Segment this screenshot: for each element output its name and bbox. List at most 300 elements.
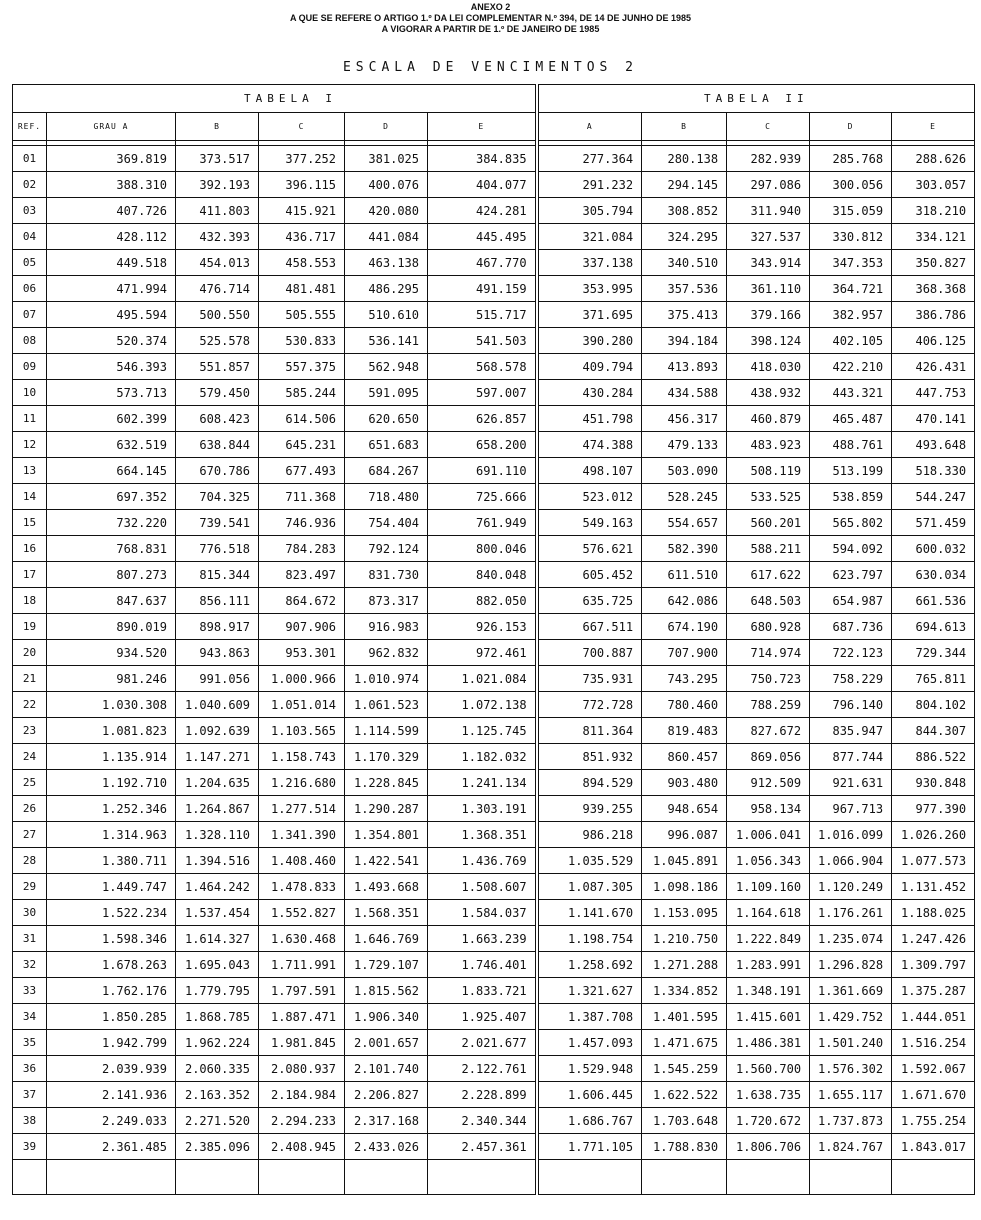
cell-t1-a: 890.019 <box>47 614 176 640</box>
cell-t2-c: 750.723 <box>727 666 810 692</box>
cell-ref: 16 <box>13 536 47 562</box>
cell-t2-d: 758.229 <box>810 666 892 692</box>
cell-t2-b: 479.133 <box>642 432 727 458</box>
cell-t2-b: 554.657 <box>642 510 727 536</box>
cell-t1-a: 981.246 <box>47 666 176 692</box>
cell-t2-b: 1.334.852 <box>642 978 727 1004</box>
cell-t1-b: 1.092.639 <box>176 718 259 744</box>
cell-t1-a: 1.135.914 <box>47 744 176 770</box>
cell-t2-c: 1.486.381 <box>727 1030 810 1056</box>
table-row <box>13 302 975 328</box>
cell-t2-a: 1.686.767 <box>537 1108 642 1134</box>
cell-t1-a: 428.112 <box>47 224 176 250</box>
cell-t2-e: 930.848 <box>892 770 975 796</box>
cell-t2-c: 508.119 <box>727 458 810 484</box>
cell-t2-a: 1.529.948 <box>537 1056 642 1082</box>
cell-t2-d: 654.987 <box>810 588 892 614</box>
cell-t2-d: 1.501.240 <box>810 1030 892 1056</box>
table-row <box>13 224 975 250</box>
cell-t1-a: 1.314.963 <box>47 822 176 848</box>
cell-t2-e: 804.102 <box>892 692 975 718</box>
cell-t2-d: 402.105 <box>810 328 892 354</box>
cell-t1-d: 651.683 <box>345 432 428 458</box>
cell-t1-c: 864.672 <box>259 588 345 614</box>
col-header-t2-c: C <box>727 113 810 141</box>
cell-t2-e: 426.431 <box>892 354 975 380</box>
cell-t2-b: 674.190 <box>642 614 727 640</box>
cell-t2-c: 560.201 <box>727 510 810 536</box>
cell-t2-e: 1.592.067 <box>892 1056 975 1082</box>
cell-t2-b: 819.483 <box>642 718 727 744</box>
cell-t2-b: 611.510 <box>642 562 727 588</box>
cell-t2-b: 1.098.186 <box>642 874 727 900</box>
cell-t2-c: 460.879 <box>727 406 810 432</box>
cell-t2-d: 722.123 <box>810 640 892 666</box>
cell-t1-d: 1.646.769 <box>345 926 428 952</box>
cell-t1-a: 1.252.346 <box>47 796 176 822</box>
cell-t2-c: 714.974 <box>727 640 810 666</box>
cell-t2-b: 1.045.891 <box>642 848 727 874</box>
cell-t1-c: 585.244 <box>259 380 345 406</box>
cell-t2-a: 1.457.093 <box>537 1030 642 1056</box>
col-header-t1-b: B <box>176 113 259 141</box>
cell-t1-b: 670.786 <box>176 458 259 484</box>
cell-t1-b: 1.264.867 <box>176 796 259 822</box>
cell-ref: 12 <box>13 432 47 458</box>
cell-t1-c: 415.921 <box>259 198 345 224</box>
blank-cell <box>428 1160 537 1195</box>
cell-t2-e: 1.516.254 <box>892 1030 975 1056</box>
cell-t1-b: 1.328.110 <box>176 822 259 848</box>
cell-ref: 02 <box>13 172 47 198</box>
table-row <box>13 146 975 172</box>
table-row <box>13 692 975 718</box>
cell-t1-a: 1.942.799 <box>47 1030 176 1056</box>
cell-t1-a: 2.141.936 <box>47 1082 176 1108</box>
blank-cell <box>810 1160 892 1195</box>
cell-t1-e: 2.340.344 <box>428 1108 537 1134</box>
cell-ref: 31 <box>13 926 47 952</box>
cell-t2-a: 353.995 <box>537 276 642 302</box>
cell-t2-a: 576.621 <box>537 536 642 562</box>
cell-ref: 32 <box>13 952 47 978</box>
cell-t1-d: 2.317.168 <box>345 1108 428 1134</box>
cell-ref: 30 <box>13 900 47 926</box>
cell-t2-d: 285.768 <box>810 146 892 172</box>
cell-t1-a: 732.220 <box>47 510 176 536</box>
cell-t2-c: 1.006.041 <box>727 822 810 848</box>
cell-t2-b: 1.471.675 <box>642 1030 727 1056</box>
cell-t1-b: 2.060.335 <box>176 1056 259 1082</box>
cell-t2-e: 571.459 <box>892 510 975 536</box>
cell-t1-a: 602.399 <box>47 406 176 432</box>
cell-t1-a: 1.081.823 <box>47 718 176 744</box>
cell-ref: 26 <box>13 796 47 822</box>
cell-t2-c: 912.509 <box>727 770 810 796</box>
cell-t2-d: 1.176.261 <box>810 900 892 926</box>
cell-ref: 13 <box>13 458 47 484</box>
group-tabela-2: TABELA II <box>537 85 975 113</box>
cell-t1-d: 463.138 <box>345 250 428 276</box>
cell-t1-b: 1.779.795 <box>176 978 259 1004</box>
cell-t2-c: 327.537 <box>727 224 810 250</box>
cell-t1-a: 573.713 <box>47 380 176 406</box>
cell-t2-a: 277.364 <box>537 146 642 172</box>
cell-t1-d: 718.480 <box>345 484 428 510</box>
table-row <box>13 198 975 224</box>
table-row <box>13 978 975 1004</box>
cell-t1-a: 2.361.485 <box>47 1134 176 1160</box>
cell-t1-c: 2.408.945 <box>259 1134 345 1160</box>
cell-t1-e: 840.048 <box>428 562 537 588</box>
cell-t2-a: 735.931 <box>537 666 642 692</box>
cell-t1-a: 2.039.939 <box>47 1056 176 1082</box>
table-row <box>13 250 975 276</box>
table-row <box>13 770 975 796</box>
cell-t1-e: 2.457.361 <box>428 1134 537 1160</box>
cell-t2-e: 886.522 <box>892 744 975 770</box>
cell-t2-a: 1.606.445 <box>537 1082 642 1108</box>
cell-t2-e: 493.648 <box>892 432 975 458</box>
cell-t1-c: 557.375 <box>259 354 345 380</box>
group-spacer <box>13 85 47 113</box>
cell-ref: 35 <box>13 1030 47 1056</box>
cell-ref: 27 <box>13 822 47 848</box>
cell-t1-d: 1.010.974 <box>345 666 428 692</box>
cell-t1-b: 856.111 <box>176 588 259 614</box>
cell-t2-d: 1.576.302 <box>810 1056 892 1082</box>
cell-t1-c: 2.184.984 <box>259 1082 345 1108</box>
cell-t1-b: 776.518 <box>176 536 259 562</box>
cell-t1-d: 1.568.351 <box>345 900 428 926</box>
cell-t2-a: 1.141.670 <box>537 900 642 926</box>
cell-t1-e: 1.021.084 <box>428 666 537 692</box>
cell-t1-e: 658.200 <box>428 432 537 458</box>
cell-t2-a: 1.321.627 <box>537 978 642 1004</box>
cell-t1-b: 898.917 <box>176 614 259 640</box>
cell-t1-d: 1.290.287 <box>345 796 428 822</box>
table-row <box>13 796 975 822</box>
cell-t1-d: 1.906.340 <box>345 1004 428 1030</box>
cell-t2-b: 413.893 <box>642 354 727 380</box>
cell-t1-a: 1.850.285 <box>47 1004 176 1030</box>
cell-t1-d: 591.095 <box>345 380 428 406</box>
blank-cell <box>727 1160 810 1195</box>
cell-t2-e: 765.811 <box>892 666 975 692</box>
cell-t1-b: 411.803 <box>176 198 259 224</box>
cell-t2-e: 1.671.670 <box>892 1082 975 1108</box>
cell-t2-d: 330.812 <box>810 224 892 250</box>
cell-t1-e: 691.110 <box>428 458 537 484</box>
table-row <box>13 1134 975 1160</box>
table-row <box>13 536 975 562</box>
table-row <box>13 484 975 510</box>
cell-t1-c: 458.553 <box>259 250 345 276</box>
cell-t1-e: 541.503 <box>428 328 537 354</box>
cell-ref: 03 <box>13 198 47 224</box>
cell-t2-b: 308.852 <box>642 198 727 224</box>
cell-t2-a: 894.529 <box>537 770 642 796</box>
cell-t1-a: 1.762.176 <box>47 978 176 1004</box>
cell-t2-b: 903.480 <box>642 770 727 796</box>
cell-t2-b: 340.510 <box>642 250 727 276</box>
cell-t1-d: 1.354.801 <box>345 822 428 848</box>
cell-t1-b: 454.013 <box>176 250 259 276</box>
cell-t1-a: 934.520 <box>47 640 176 666</box>
cell-t1-e: 1.182.032 <box>428 744 537 770</box>
cell-t1-c: 1.552.827 <box>259 900 345 926</box>
col-header-t1-d: D <box>345 113 428 141</box>
cell-t1-a: 520.374 <box>47 328 176 354</box>
cell-t2-e: 694.613 <box>892 614 975 640</box>
cell-t2-d: 835.947 <box>810 718 892 744</box>
cell-t1-e: 568.578 <box>428 354 537 380</box>
table-row <box>13 588 975 614</box>
cell-t1-e: 445.495 <box>428 224 537 250</box>
cell-t2-b: 324.295 <box>642 224 727 250</box>
cell-t1-c: 677.493 <box>259 458 345 484</box>
blank-cell <box>259 1160 345 1195</box>
table-row <box>13 172 975 198</box>
cell-t1-d: 1.170.329 <box>345 744 428 770</box>
cell-t2-d: 347.353 <box>810 250 892 276</box>
cell-t2-b: 375.413 <box>642 302 727 328</box>
cell-t2-a: 430.284 <box>537 380 642 406</box>
cell-t1-d: 1.493.668 <box>345 874 428 900</box>
cell-t2-a: 667.511 <box>537 614 642 640</box>
cell-t1-e: 597.007 <box>428 380 537 406</box>
cell-t1-a: 1.449.747 <box>47 874 176 900</box>
cell-t1-a: 768.831 <box>47 536 176 562</box>
cell-t1-c: 1.887.471 <box>259 1004 345 1030</box>
cell-t1-d: 684.267 <box>345 458 428 484</box>
col-header-t1-c: C <box>259 113 345 141</box>
cell-t1-b: 638.844 <box>176 432 259 458</box>
cell-t1-c: 2.080.937 <box>259 1056 345 1082</box>
cell-t2-d: 1.066.904 <box>810 848 892 874</box>
cell-t1-b: 2.385.096 <box>176 1134 259 1160</box>
column-header-row <box>13 113 975 141</box>
cell-t1-c: 481.481 <box>259 276 345 302</box>
cell-t1-a: 2.249.033 <box>47 1108 176 1134</box>
cell-t2-c: 1.283.991 <box>727 952 810 978</box>
cell-t1-a: 1.598.346 <box>47 926 176 952</box>
cell-t2-e: 406.125 <box>892 328 975 354</box>
cell-t1-b: 1.695.043 <box>176 952 259 978</box>
cell-t1-e: 467.770 <box>428 250 537 276</box>
table-row <box>13 848 975 874</box>
cell-t1-e: 882.050 <box>428 588 537 614</box>
blank-cell <box>345 1160 428 1195</box>
table-row <box>13 666 975 692</box>
cell-ref: 14 <box>13 484 47 510</box>
cell-ref: 29 <box>13 874 47 900</box>
col-header-ref: REF. <box>13 113 47 141</box>
table-row <box>13 1056 975 1082</box>
table-row <box>13 510 975 536</box>
cell-t2-b: 860.457 <box>642 744 727 770</box>
cell-t2-e: 1.247.426 <box>892 926 975 952</box>
cell-t1-d: 1.815.562 <box>345 978 428 1004</box>
table-row <box>13 458 975 484</box>
cell-t2-c: 1.560.700 <box>727 1056 810 1082</box>
cell-t2-d: 315.059 <box>810 198 892 224</box>
cell-t2-c: 1.720.672 <box>727 1108 810 1134</box>
cell-t1-d: 2.206.827 <box>345 1082 428 1108</box>
cell-t1-e: 1.072.138 <box>428 692 537 718</box>
cell-ref: 06 <box>13 276 47 302</box>
col-header-t2-e: E <box>892 113 975 141</box>
cell-t2-a: 1.258.692 <box>537 952 642 978</box>
table-row <box>13 718 975 744</box>
cell-t2-d: 300.056 <box>810 172 892 198</box>
cell-t1-e: 926.153 <box>428 614 537 640</box>
cell-t2-a: 1.771.105 <box>537 1134 642 1160</box>
cell-t2-e: 600.032 <box>892 536 975 562</box>
cell-t1-e: 491.159 <box>428 276 537 302</box>
cell-ref: 08 <box>13 328 47 354</box>
cell-t2-c: 533.525 <box>727 484 810 510</box>
table-row <box>13 640 975 666</box>
cell-t1-a: 697.352 <box>47 484 176 510</box>
cell-t1-e: 1.125.745 <box>428 718 537 744</box>
cell-t1-d: 2.433.026 <box>345 1134 428 1160</box>
cell-t2-b: 280.138 <box>642 146 727 172</box>
cell-t1-d: 1.061.523 <box>345 692 428 718</box>
cell-t2-e: 350.827 <box>892 250 975 276</box>
cell-t2-a: 549.163 <box>537 510 642 536</box>
cell-t2-a: 939.255 <box>537 796 642 822</box>
cell-t2-d: 623.797 <box>810 562 892 588</box>
cell-t2-d: 687.736 <box>810 614 892 640</box>
cell-t2-d: 594.092 <box>810 536 892 562</box>
cell-t2-c: 1.109.160 <box>727 874 810 900</box>
cell-t2-a: 1.387.708 <box>537 1004 642 1030</box>
cell-t2-e: 303.057 <box>892 172 975 198</box>
table-row <box>13 1082 975 1108</box>
cell-t1-c: 1.000.966 <box>259 666 345 692</box>
cell-t1-e: 725.666 <box>428 484 537 510</box>
cell-t1-c: 1.797.591 <box>259 978 345 1004</box>
cell-t2-e: 844.307 <box>892 718 975 744</box>
cell-t2-d: 796.140 <box>810 692 892 718</box>
cell-t2-e: 1.444.051 <box>892 1004 975 1030</box>
cell-t2-e: 470.141 <box>892 406 975 432</box>
cell-t2-b: 780.460 <box>642 692 727 718</box>
cell-t1-d: 916.983 <box>345 614 428 640</box>
cell-t1-e: 1.303.191 <box>428 796 537 822</box>
cell-t1-c: 1.051.014 <box>259 692 345 718</box>
cell-t2-a: 451.798 <box>537 406 642 432</box>
cell-t1-c: 1.408.460 <box>259 848 345 874</box>
cell-t1-b: 1.040.609 <box>176 692 259 718</box>
cell-t1-d: 1.422.541 <box>345 848 428 874</box>
cell-t2-a: 986.218 <box>537 822 642 848</box>
cell-t1-d: 381.025 <box>345 146 428 172</box>
cell-t1-d: 486.295 <box>345 276 428 302</box>
annex-title: ANEXO 2 <box>470 2 511 12</box>
cell-t1-c: 1.341.390 <box>259 822 345 848</box>
cell-t1-c: 377.252 <box>259 146 345 172</box>
cell-ref: 09 <box>13 354 47 380</box>
cell-t1-e: 1.833.721 <box>428 978 537 1004</box>
table-row <box>13 874 975 900</box>
cell-ref: 21 <box>13 666 47 692</box>
cell-t1-c: 2.294.233 <box>259 1108 345 1134</box>
cell-t2-d: 1.296.828 <box>810 952 892 978</box>
cell-t2-b: 1.545.259 <box>642 1056 727 1082</box>
cell-ref: 36 <box>13 1056 47 1082</box>
cell-t2-d: 1.824.767 <box>810 1134 892 1160</box>
cell-t1-a: 449.518 <box>47 250 176 276</box>
cell-t2-b: 948.654 <box>642 796 727 822</box>
col-header-t1-a: GRAU A <box>47 113 176 141</box>
cell-t2-b: 1.210.750 <box>642 926 727 952</box>
cell-t1-d: 873.317 <box>345 588 428 614</box>
cell-t1-c: 823.497 <box>259 562 345 588</box>
cell-t1-c: 1.277.514 <box>259 796 345 822</box>
cell-t1-e: 972.461 <box>428 640 537 666</box>
cell-t2-e: 368.368 <box>892 276 975 302</box>
cell-ref: 39 <box>13 1134 47 1160</box>
cell-t1-e: 424.281 <box>428 198 537 224</box>
cell-t1-b: 579.450 <box>176 380 259 406</box>
cell-t2-c: 438.932 <box>727 380 810 406</box>
cell-t1-e: 384.835 <box>428 146 537 172</box>
cell-t1-e: 1.241.134 <box>428 770 537 796</box>
cell-t1-a: 632.519 <box>47 432 176 458</box>
cell-t1-b: 1.614.327 <box>176 926 259 952</box>
table-row <box>13 952 975 978</box>
cell-t1-c: 711.368 <box>259 484 345 510</box>
cell-t2-d: 877.744 <box>810 744 892 770</box>
cell-t2-e: 447.753 <box>892 380 975 406</box>
cell-t1-b: 815.344 <box>176 562 259 588</box>
cell-t1-a: 1.192.710 <box>47 770 176 796</box>
cell-t2-c: 827.672 <box>727 718 810 744</box>
cell-t1-d: 792.124 <box>345 536 428 562</box>
cell-t1-d: 831.730 <box>345 562 428 588</box>
col-header-t2-a: A <box>537 113 642 141</box>
cell-t1-e: 1.508.607 <box>428 874 537 900</box>
cell-t1-d: 754.404 <box>345 510 428 536</box>
cell-t1-e: 1.746.401 <box>428 952 537 978</box>
cell-t2-b: 642.086 <box>642 588 727 614</box>
cell-t1-c: 784.283 <box>259 536 345 562</box>
table-row <box>13 926 975 952</box>
cell-t1-c: 436.717 <box>259 224 345 250</box>
table-row <box>13 406 975 432</box>
cell-t2-e: 630.034 <box>892 562 975 588</box>
cell-ref: 22 <box>13 692 47 718</box>
cell-t1-d: 962.832 <box>345 640 428 666</box>
cell-t1-c: 1.103.565 <box>259 718 345 744</box>
cell-t2-b: 1.703.648 <box>642 1108 727 1134</box>
cell-t2-b: 582.390 <box>642 536 727 562</box>
cell-t2-c: 617.622 <box>727 562 810 588</box>
cell-t2-e: 729.344 <box>892 640 975 666</box>
blank-cell <box>537 1160 642 1195</box>
table-row <box>13 614 975 640</box>
table-body <box>13 141 975 1195</box>
cell-t1-b: 432.393 <box>176 224 259 250</box>
cell-t2-d: 364.721 <box>810 276 892 302</box>
cell-t2-c: 869.056 <box>727 744 810 770</box>
table-row <box>13 1108 975 1134</box>
cell-t2-a: 305.794 <box>537 198 642 224</box>
cell-t2-e: 977.390 <box>892 796 975 822</box>
cell-t2-c: 1.056.343 <box>727 848 810 874</box>
